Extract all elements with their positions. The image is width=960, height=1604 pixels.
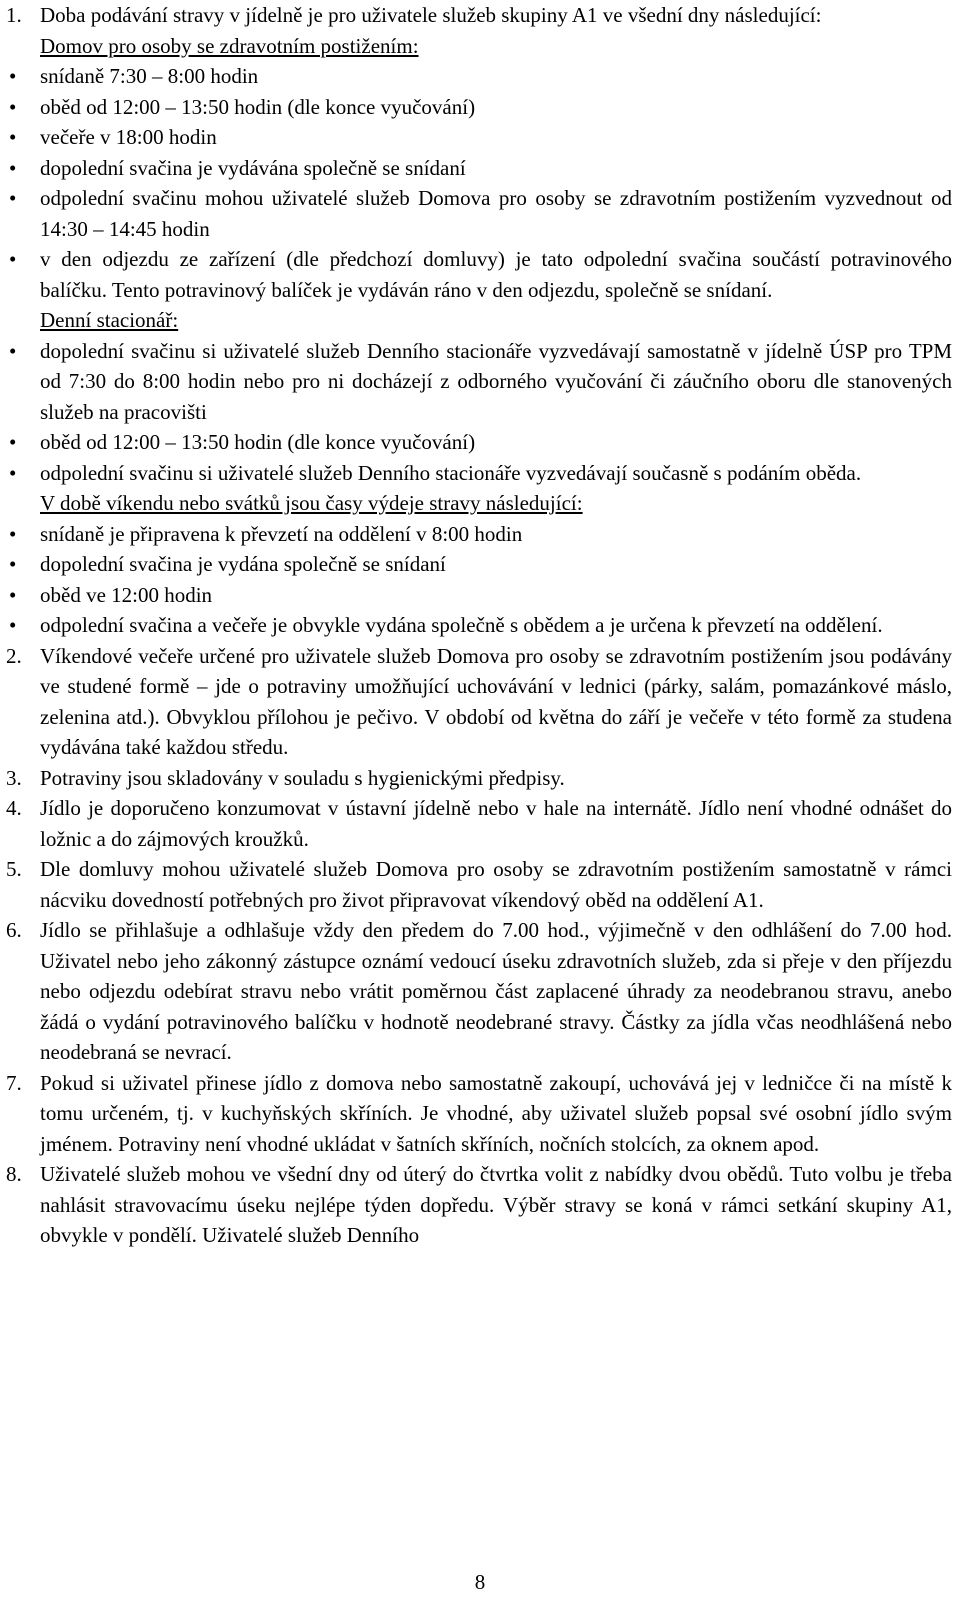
list-item-1 (0, 0, 952, 31)
item-number: 6. (6, 918, 22, 942)
bullet-icon: • (9, 338, 17, 363)
section-heading-stacionar: Denní stacionář: (40, 308, 179, 332)
bullet-icon: • (9, 64, 17, 88)
list-item-4 (0, 793, 952, 854)
bullet-item: • odpolední svačinu si uživatelé služeb Denního stacionáře vyzvedávají současně s podáním oběda. (0, 458, 952, 489)
bullet-item: • oběd od 12:00 – 13:50 hodin (dle konce vyučování) (0, 92, 952, 123)
list-item-3 (0, 763, 952, 794)
item-text: Dle domluvy mohou uživatelé služeb Domova pro osoby se zdravotním postižením samostatně v rámci nácviku dovedností potřebných pro život připravovat víkendový oběd na oddělení A1. (40, 857, 952, 912)
bullet-item: • snídaně 7:30 – 8:00 hodin (0, 61, 952, 92)
bullet-icon: • (9, 94, 17, 119)
bullet-icon: • (9, 125, 17, 149)
bullet-icon: • (9, 582, 17, 607)
bullet-icon: • (9, 460, 17, 485)
section-heading-vikend: V době víkendu nebo svátků jsou časy výdeje stravy následující: (40, 491, 583, 515)
bullet-icon: • (9, 155, 17, 180)
bullet-icon: • (9, 613, 17, 637)
section-heading-domov: Domov pro osoby se zdravotním postižením: (40, 33, 419, 58)
item-text: Víkendové večeře určené pro uživatele služeb Domova pro osoby se zdravotním postižením jsou podávány ve studené formě – jde o potraviny umožňující uchovávání v lednici (párky, salám, pomazánkové máslo, zelenina atd.). Obvyklou přílohou je pečivo. V období od května do září je večeře v této formě za studena vydávána také každou středu. (40, 643, 952, 759)
item-number: 1. (6, 3, 22, 27)
item-number: 7. (6, 1070, 22, 1095)
bullet-icon: • (9, 552, 17, 576)
item-number: 5. (6, 857, 22, 881)
bullet-item: • oběd od 12:00 – 13:50 hodin (dle konce vyučování) (0, 427, 952, 458)
bullet-item: • večeře v 18:00 hodin (0, 122, 952, 153)
item-text: Jídlo je doporučeno konzumovat v ústavní jídelně nebo v hale na internátě. Jídlo není vhodné odnášet do ložnic a do zájmových kroužků. (40, 796, 952, 851)
bullet-item: • dopolední svačina je vydána společně se snídaní (0, 549, 952, 580)
bullet-icon: • (9, 521, 17, 546)
list-item-7 (0, 1068, 952, 1160)
list-item-8 (0, 1159, 952, 1251)
item-text: Uživatelé služeb mohou ve všední dny od úterý do čtvrtka volit z nabídky dvou obědů. Tuto volbu je třeba nahlásit stravovacímu úseku nejlépe týden dopředu. Výběr stravy se koná v rámci setkání skupiny A1, obvykle v pondělí. Uživatelé služeb Denního (40, 1162, 952, 1247)
bullet-item: • v den odjezdu ze zařízení (dle předchozí domluvy) je tato odpolední svačina součástí potravinového balíčku. Tento potravinový balíček je vydáván ráno v den odjezdu, společně se snídaní. (0, 244, 952, 305)
item-text: Pokud si uživatel přinese jídlo z domova nebo samostatně zakoupí, uchovává jej v ledničce či na místě k tomu určeném, tj. v kuchyňských skříních. Je vhodné, aby uživatel služeb popsal své osobní jídlo svým jménem. Potraviny není vhodné ukládat v šatních skříních, nočních stolcích, za oknem apod. (40, 1070, 952, 1156)
item-number: 4. (6, 796, 22, 820)
bullet-icon: • (9, 430, 17, 454)
bullet-item: • odpolední svačinu mohou uživatelé služeb Domova pro osoby se zdravotním postižením vyzvednout od 14:30 – 14:45 hodin (0, 183, 952, 244)
item-number: 2. (6, 643, 22, 668)
bullet-icon: • (9, 186, 17, 210)
page-number: 8 (474, 1570, 486, 1594)
item-text: Jídlo se přihlašuje a odhlašuje vždy den předem do 7.00 hod., výjimečně v den odhlášení do 7.00 hod. Uživatel nebo jeho zákonný zástupce oznámí vedoucí úseku zdravotních služeb, zda si přeje v den příjezdu nebo odjezdu odebírat stravu nebo vrátit poměrnou část zaplacené úhrady za neodebranou stravu, anebo žádá o vydání potravinového balíčku v hodnotě neodebrané stravy. Částky za jídla včas neodhlášená nebo neodebraná se nevrací. (40, 918, 952, 1064)
bullet-item: • oběd ve 12:00 hodin (0, 580, 952, 611)
bullet-item: • dopolední svačina je vydávána společně se snídaní (0, 153, 952, 184)
bullet-item: • snídaně je připravena k převzetí na oddělení v 8:00 hodin (0, 519, 952, 550)
list-item-2 (0, 641, 952, 763)
bullet-icon: • (9, 247, 17, 271)
bullet-item: • dopolední svačinu si uživatelé služeb Denního stacionáře vyzvedávají samostatně v jídelně ÚSP pro TPM od 7:30 do 8:00 hodin nebo pro ni docházejí z odborného vyučování či záučního oboru dle stanovených služeb na pracovišti (0, 336, 952, 428)
item-text: Potraviny jsou skladovány v souladu s hygienickými předpisy. (40, 765, 565, 790)
item-text: Doba podávání stravy v jídelně je pro uživatele služeb skupiny A1 ve všední dny následující: (40, 3, 822, 27)
item-number: 3. (6, 765, 22, 790)
item-number: 8. (6, 1162, 22, 1186)
list-item-5 (0, 854, 952, 915)
list-item-6 (0, 915, 952, 1068)
bullet-item: • odpolední svačina a večeře je obvykle vydána společně s obědem a je určena k převzetí na oddělení. (0, 610, 952, 641)
